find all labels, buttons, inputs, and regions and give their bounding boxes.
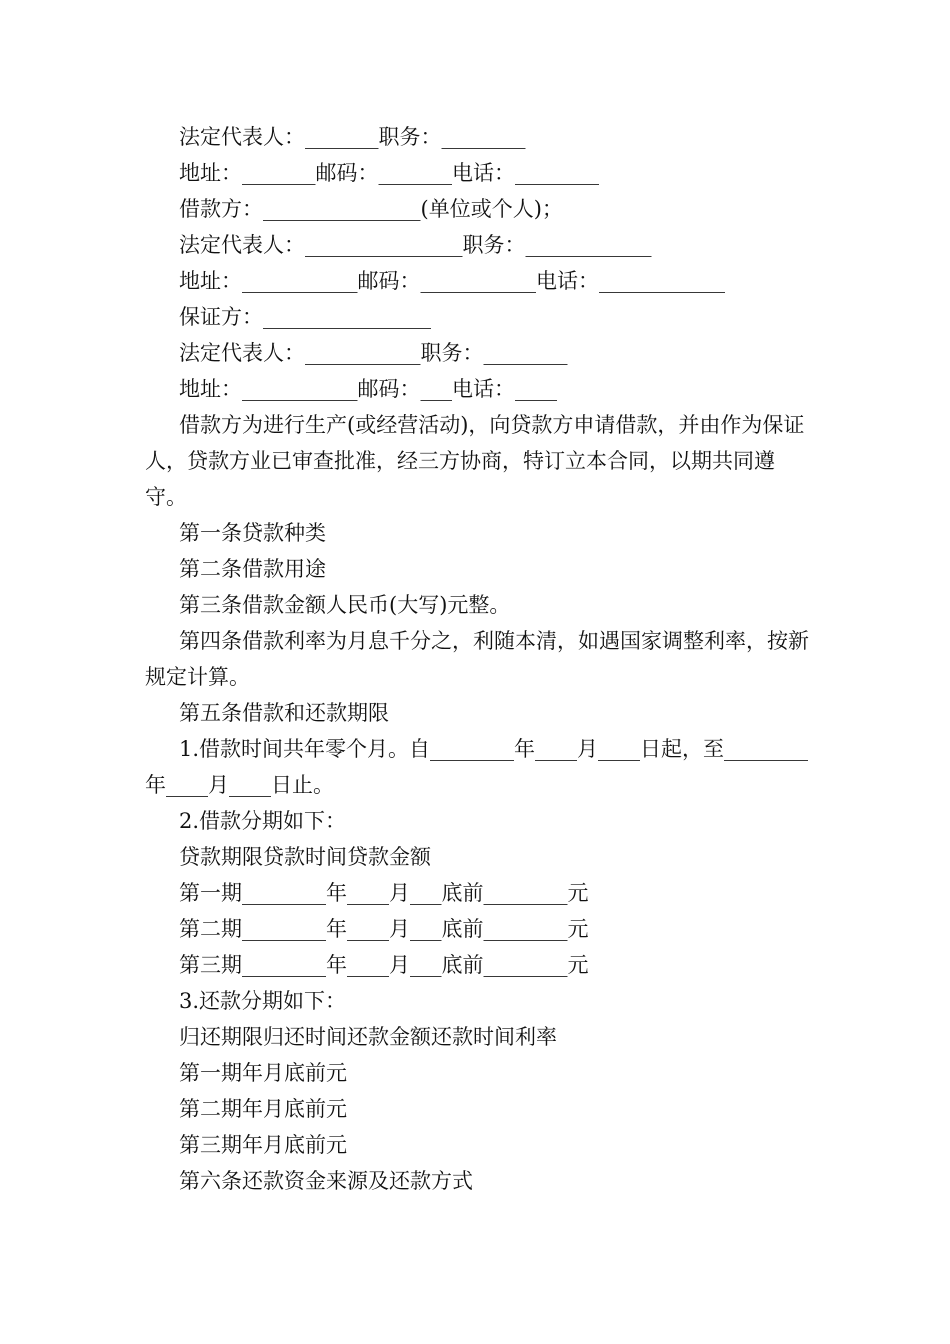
article-2-heading: 第二条借款用途 [179, 557, 326, 581]
borrower-line: 借款方：_______________(单位或个人)； [179, 197, 563, 221]
borrower-address-line: 地址：___________邮码：___________电话：____________ [179, 269, 725, 293]
loan-period-paragraph: 1.借款时间共年零个月。自________年____月____日起，至________年____月____日止。 [145, 737, 809, 797]
repayment-installment-row: 第一期年月底前元 [179, 1061, 347, 1085]
contract-body [145, 119, 810, 1199]
article-3-paragraph: 第三条借款金额人民币(大写)元整。 [179, 593, 511, 617]
guarantor-line: 保证方：________________ [179, 305, 431, 329]
loan-installment-row: 第一期________年____月___底前________元 [179, 881, 589, 905]
loan-installments-header: 贷款期限贷款时间贷款金额 [179, 845, 431, 869]
guarantor-legal-representative-line: 法定代表人：___________职务：________ [179, 341, 568, 365]
article-5-heading: 第五条借款和还款期限 [179, 701, 389, 725]
loan-installments-heading: 2.借款分期如下： [179, 809, 347, 833]
repayment-installment-row: 第三期年月底前元 [179, 1133, 347, 1157]
lender-address-line: 地址：_______邮码：_______电话：________ [179, 161, 599, 185]
borrower-legal-representative-line: 法定代表人：_______________职务：____________ [179, 233, 652, 257]
preamble-paragraph: 借款方为进行生产(或经营活动)，向贷款方申请借款，并由作为保证人，贷款方业已审查批准，经三方协商，特订立本合同，以期共同遵守。 [145, 413, 805, 509]
article-1-heading: 第一条贷款种类 [179, 521, 326, 545]
repayment-installment-row: 第二期年月底前元 [179, 1097, 347, 1121]
loan-installment-row: 第三期________年____月___底前________元 [179, 953, 589, 977]
lender-legal-representative-line: 法定代表人：_______职务：________ [179, 125, 526, 149]
article-4-paragraph: 第四条借款利率为月息千分之，利随本清，如遇国家调整利率，按新规定计算。 [145, 629, 809, 689]
guarantor-address-line: 地址：___________邮码：___电话：____ [179, 377, 557, 401]
article-6-heading: 第六条还款资金来源及还款方式 [179, 1169, 473, 1193]
repayment-installments-header: 归还期限归还时间还款金额还款时间利率 [179, 1025, 557, 1049]
loan-installment-row: 第二期________年____月___底前________元 [179, 917, 589, 941]
repayment-installments-heading: 3.还款分期如下： [179, 989, 347, 1013]
